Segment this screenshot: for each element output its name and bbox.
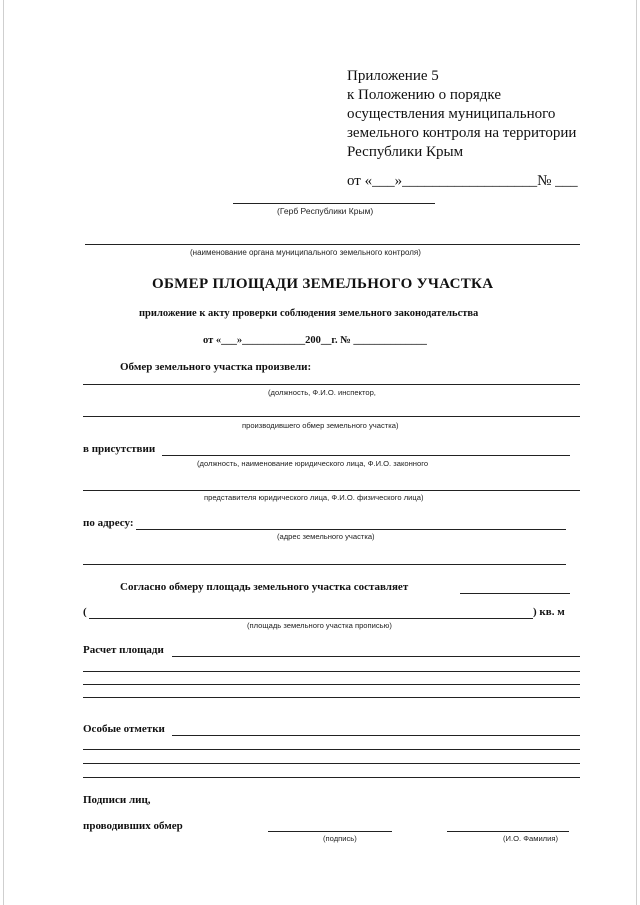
appendix-line: осуществления муниципального bbox=[347, 106, 556, 122]
notes-line-2 bbox=[83, 749, 580, 750]
address-line-2 bbox=[83, 564, 566, 565]
organ-line bbox=[85, 244, 580, 245]
area-value-line bbox=[460, 593, 570, 594]
appendix-line: Республики Крым bbox=[347, 144, 464, 160]
signatures-label: Подписи лиц, bbox=[83, 794, 151, 806]
name-caption: (И.О. Фамилия) bbox=[503, 834, 558, 843]
area-words-line bbox=[89, 618, 533, 619]
appendix-line: земельного контроля на территории bbox=[347, 125, 577, 141]
signatures-label-2: проводивших обмер bbox=[83, 820, 183, 832]
presence-line-2 bbox=[83, 490, 580, 491]
performed-by-caption1: (должность, Ф.И.О. инспектор, bbox=[268, 388, 376, 397]
area-label: Согласно обмеру площадь земельного участка составляет bbox=[120, 581, 409, 593]
page-title: ОБМЕР ПЛОЩАДИ ЗЕМЕЛЬНОГО УЧАСТКА bbox=[152, 276, 494, 292]
appendix-line: Приложение 5 bbox=[347, 68, 439, 84]
address-line bbox=[136, 529, 566, 530]
subtitle: приложение к акту проверки соблюдения земельного законодательства bbox=[139, 308, 479, 319]
act-date-line: от «___»____________200__г. № ______________ bbox=[203, 335, 427, 346]
presence-label: в присутствии bbox=[83, 443, 156, 455]
performed-by-caption2: производившего обмер земельного участка) bbox=[242, 421, 399, 430]
notes-label: Особые отметки bbox=[83, 723, 165, 735]
appendix-block bbox=[347, 67, 576, 162]
appendix-line: к Положению о порядке bbox=[347, 87, 501, 103]
signature-caption: (подпись) bbox=[323, 834, 357, 843]
name-line bbox=[447, 831, 569, 832]
presence-line bbox=[162, 455, 570, 456]
area-unit: ) кв. м bbox=[533, 606, 565, 618]
area-open-paren: ( bbox=[83, 606, 87, 618]
signature-line bbox=[268, 831, 392, 832]
calc-line-4 bbox=[83, 697, 580, 698]
calc-label: Расчет площади bbox=[83, 644, 164, 656]
notes-line-3 bbox=[83, 763, 580, 764]
calc-line-2 bbox=[83, 671, 580, 672]
appendix-date-line: от «___»__________________№ ___ bbox=[347, 173, 578, 189]
presence-caption2: представителя юридического лица, Ф.И.О. физического лица) bbox=[204, 493, 424, 502]
performed-by-line-2 bbox=[83, 416, 580, 417]
performed-by-line bbox=[83, 384, 580, 385]
coat-caption: (Герб Республики Крым) bbox=[277, 206, 374, 216]
organ-caption: (наименование органа муниципального земельного контроля) bbox=[190, 248, 421, 257]
notes-line-4 bbox=[83, 777, 580, 778]
calc-line bbox=[172, 656, 580, 657]
page-edge-right bbox=[636, 0, 637, 905]
coat-line bbox=[233, 203, 435, 204]
address-label: по адресу: bbox=[83, 517, 134, 529]
performed-by-label: Обмер земельного участка произвели: bbox=[120, 361, 312, 373]
presence-caption1: (должность, наименование юридического лица, Ф.И.О. законного bbox=[197, 459, 429, 468]
notes-line bbox=[172, 735, 580, 736]
page-edge-left bbox=[3, 0, 4, 905]
area-caption: (площадь земельного участка прописью) bbox=[247, 621, 392, 630]
address-caption: (адрес земельного участка) bbox=[277, 532, 375, 541]
calc-line-3 bbox=[83, 684, 580, 685]
